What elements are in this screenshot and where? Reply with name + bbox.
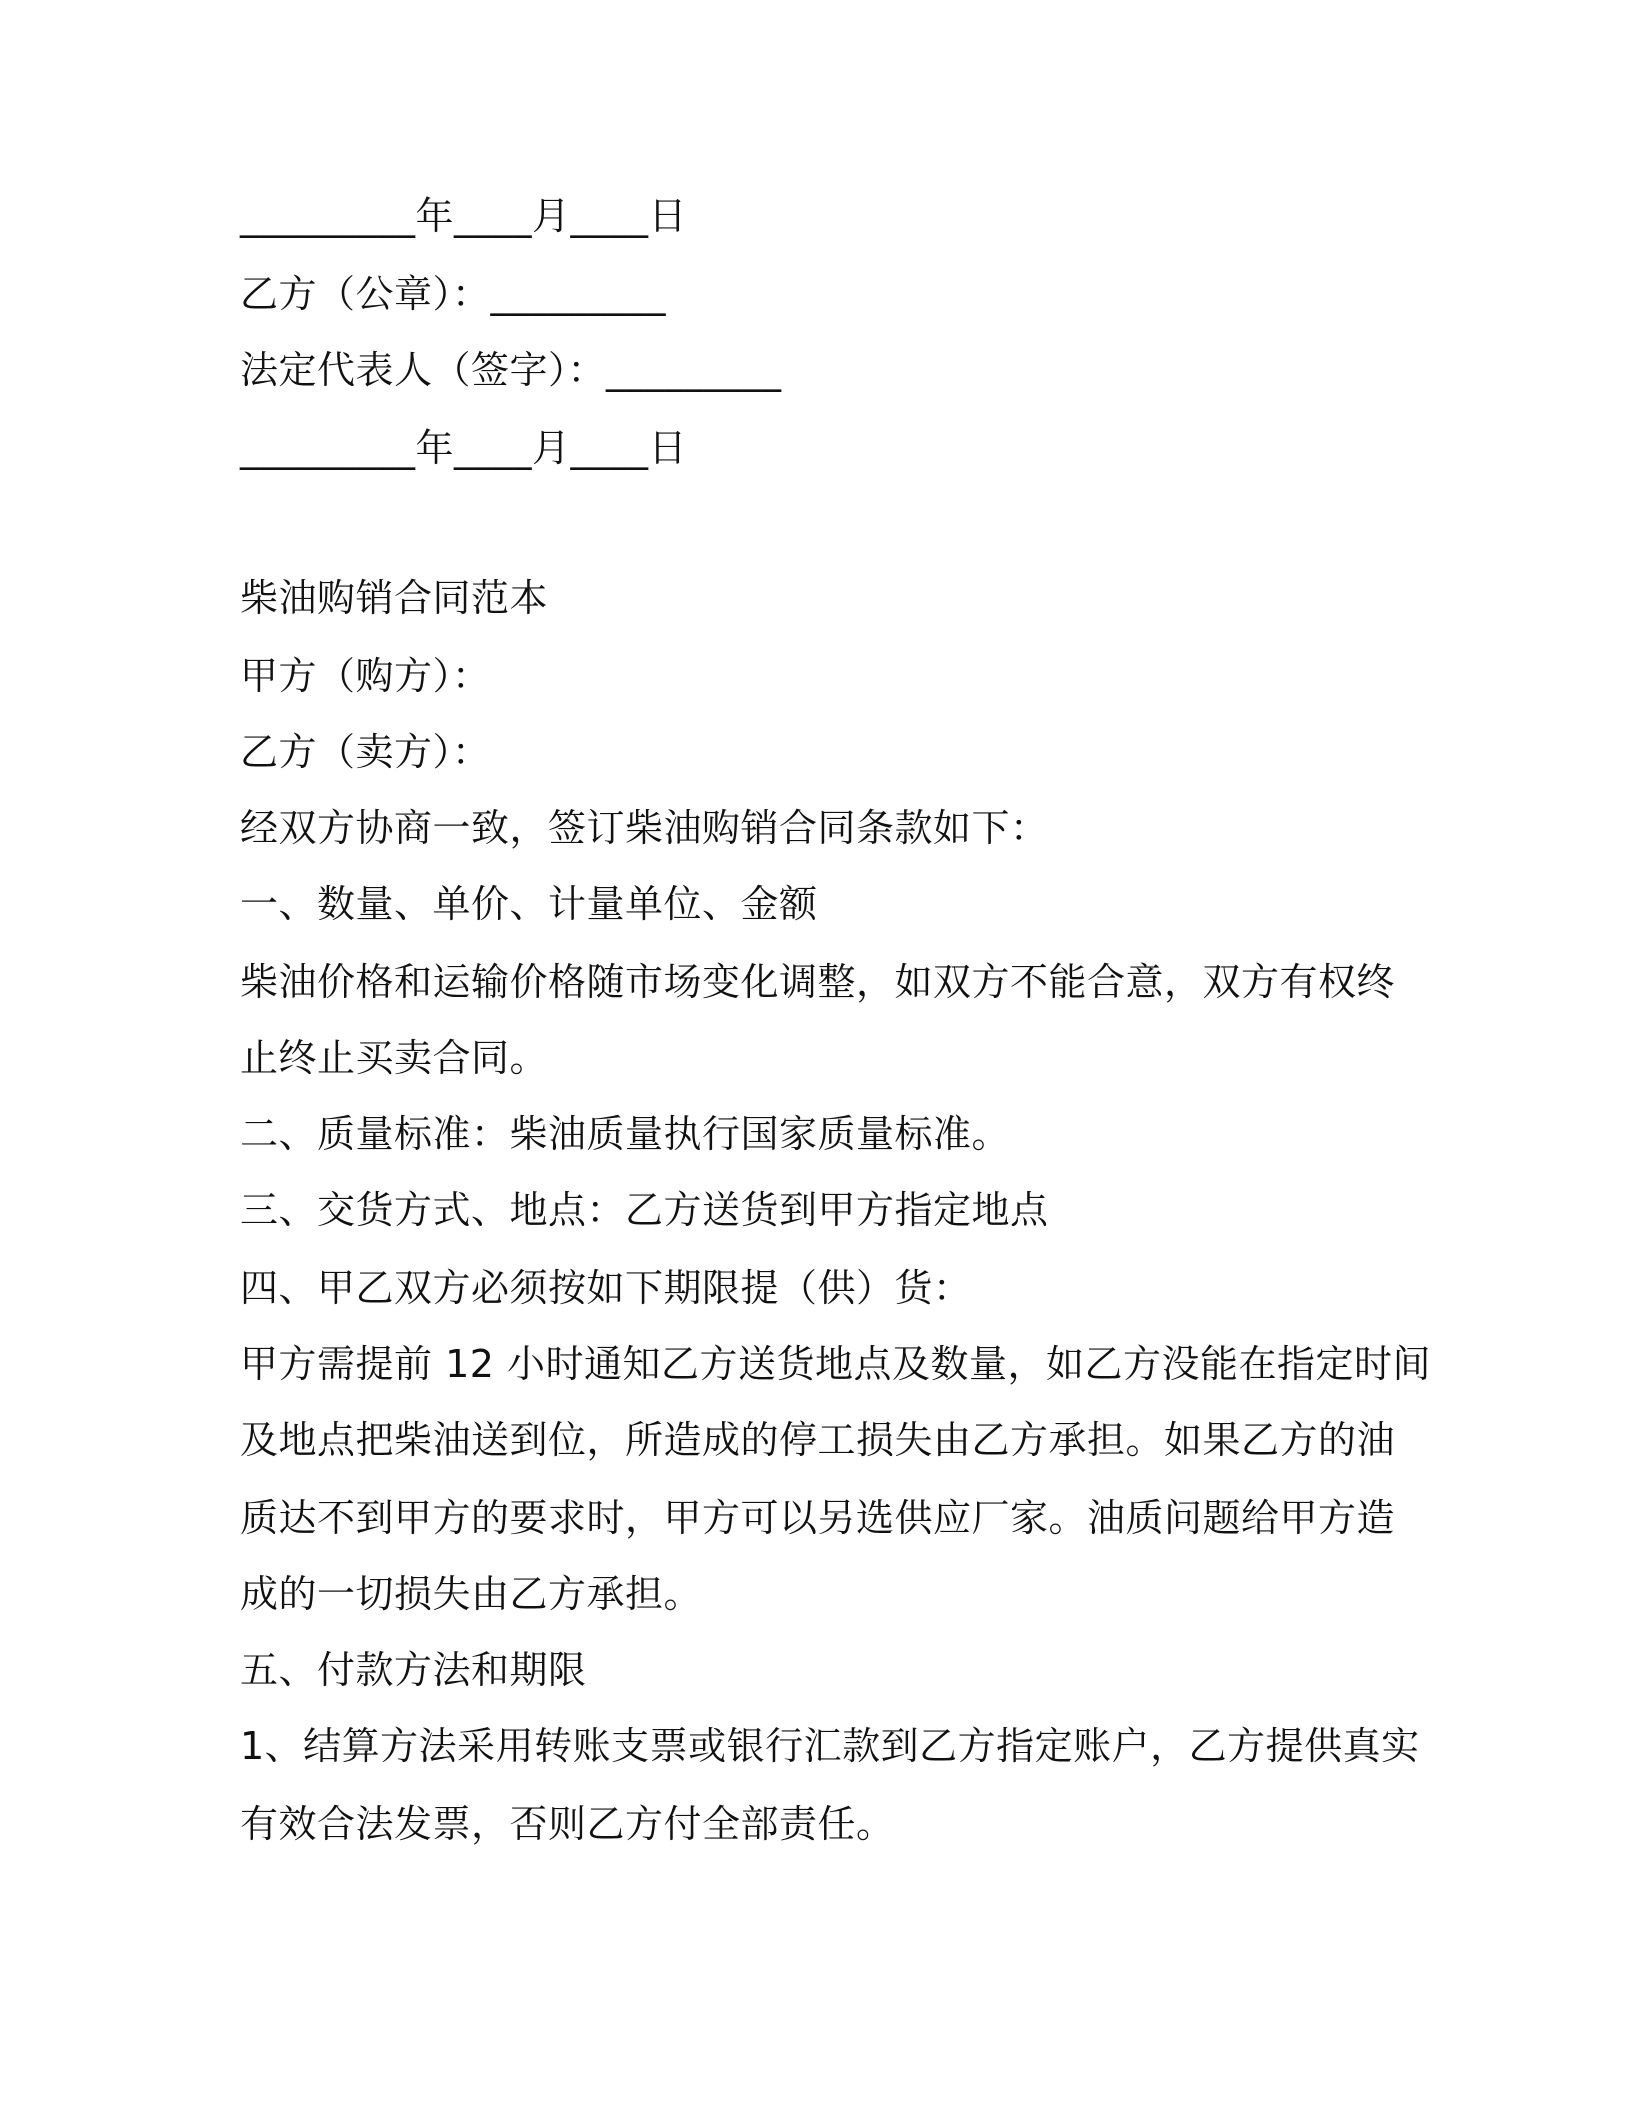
date-line-1: _________年____月____日	[240, 194, 688, 238]
section-1-heading: 一、数量、单价、计量单位、金额	[240, 882, 818, 926]
section-4-heading: 四、甲乙双方必须按如下期限提（供）货：	[240, 1266, 972, 1310]
section-4-body-line: 成的一切损失由乙方承担。	[240, 1572, 703, 1616]
intro-paragraph: 经双方协商一致，签订柴油购销合同条款如下：	[240, 806, 1049, 850]
party-b-line: 乙方（卖方）：	[240, 730, 491, 774]
section-5-item-1-line: 有效合法发票，否则乙方付全部责任。	[240, 1802, 895, 1846]
section-2-line: 二、质量标准：柴油质量执行国家质量标准。	[240, 1112, 1011, 1156]
date-line-2: _________年____月____日	[240, 426, 688, 470]
section-3-line: 三、交货方式、地点：乙方送货到甲方指定地点	[240, 1188, 1049, 1232]
section-5-item-1-line: 1、结算方法采用转账支票或银行汇款到乙方指定账户，乙方提供真实	[240, 1724, 1420, 1768]
section-4-body-line: 甲方需提前 12 小时通知乙方送货地点及数量，如乙方没能在指定时间	[240, 1342, 1432, 1386]
contract-title: 柴油购销合同范本	[240, 576, 549, 620]
section-4-body-line: 质达不到甲方的要求时，甲方可以另选供应厂家。油质问题给甲方造	[240, 1496, 1396, 1540]
party-a-line: 甲方（购方）：	[240, 654, 491, 698]
party-b-seal-line: 乙方（公章）：_________	[240, 272, 667, 316]
section-4-body-line: 及地点把柴油送到位，所造成的停工损失由乙方承担。如果乙方的油	[240, 1418, 1396, 1462]
legal-rep-sign-line: 法定代表人（签字）：_________	[240, 348, 782, 392]
section-1-body-line: 柴油价格和运输价格随市场变化调整，如双方不能合意，双方有权终	[240, 960, 1396, 1004]
section-1-body-line: 止终止买卖合同。	[240, 1036, 549, 1080]
section-5-heading: 五、付款方法和期限	[240, 1648, 587, 1692]
